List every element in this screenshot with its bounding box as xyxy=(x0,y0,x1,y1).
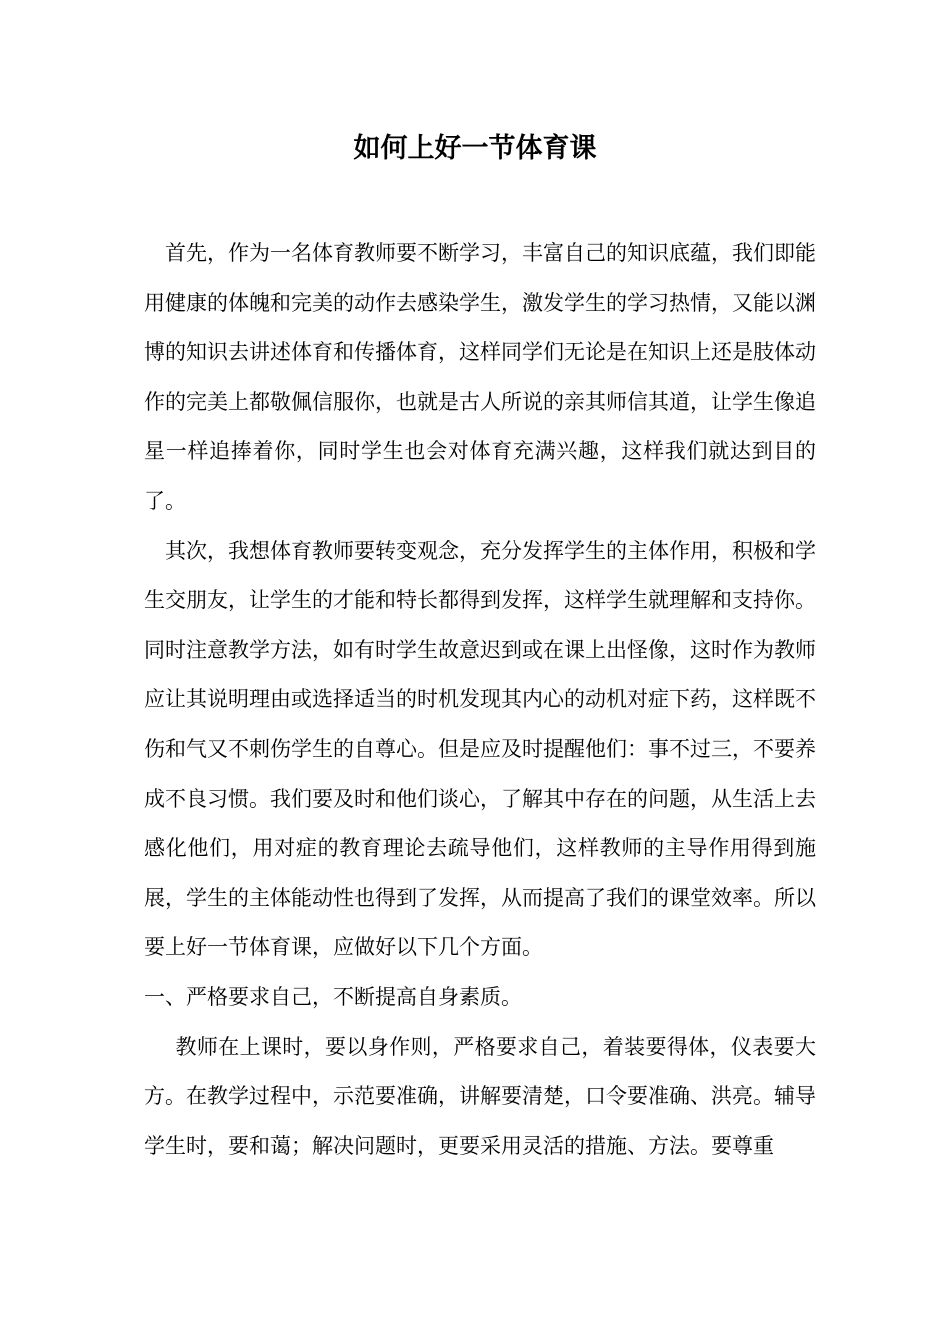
document-body xyxy=(144,229,816,1171)
section-heading: 一、严格要求自己，不断提高自身素质。 xyxy=(144,984,522,1009)
section-paragraph: 教师在上课时，要以身作则，严格要求自己，着装要得体，仪表要大方。在教学过程中，示范要准确，讲解要清楚，口令要准确、洪亮。辅导学生时，要和蔼；解决问题时，更要采用灵活的措施、方法。要尊重 xyxy=(144,1034,816,1158)
paragraph-first: 首先，作为一名体育教师要不断学习，丰富自己的知识底蕴，我们即能用健康的体魄和完美的动作去感染学生，激发学生的学习热情，又能以渊博的知识去讲述体育和传播体育，这样同学们无论是在知识上还是肢体动作的完美上都敬佩信服你，也就是古人所说的亲其师信其道，让学生像追星一样追捧着你，同时学生也会对体育充满兴趣，这样我们就达到目的了。 xyxy=(144,241,816,513)
document-title: 如何上好一节体育课 xyxy=(353,133,597,164)
paragraph-second: 其次，我想体育教师要转变观念，充分发挥学生的主体作用，积极和学生交朋友，让学生的才能和特长都得到发挥，这样学生就理解和支持你。同时注意教学方法，如有时学生故意迟到或在课上出怪像，这时作为教师应让其说明理由或选择适当的时机发现其内心的动机对症下药，这样既不伤和气又不刺伤学生的自尊心。但是应及时提醒他们：事不过三，不要养成不良习惯。我们要及时和他们谈心，了解其中存在的问题，从生活上去感化他们，用对症的教育理论去疏导他们，这样教师的主导作用得到施展，学生的主体能动性也得到了发挥，从而提高了我们的课堂效率。所以要上好一节体育课，应做好以下几个方面。 xyxy=(144,538,816,960)
